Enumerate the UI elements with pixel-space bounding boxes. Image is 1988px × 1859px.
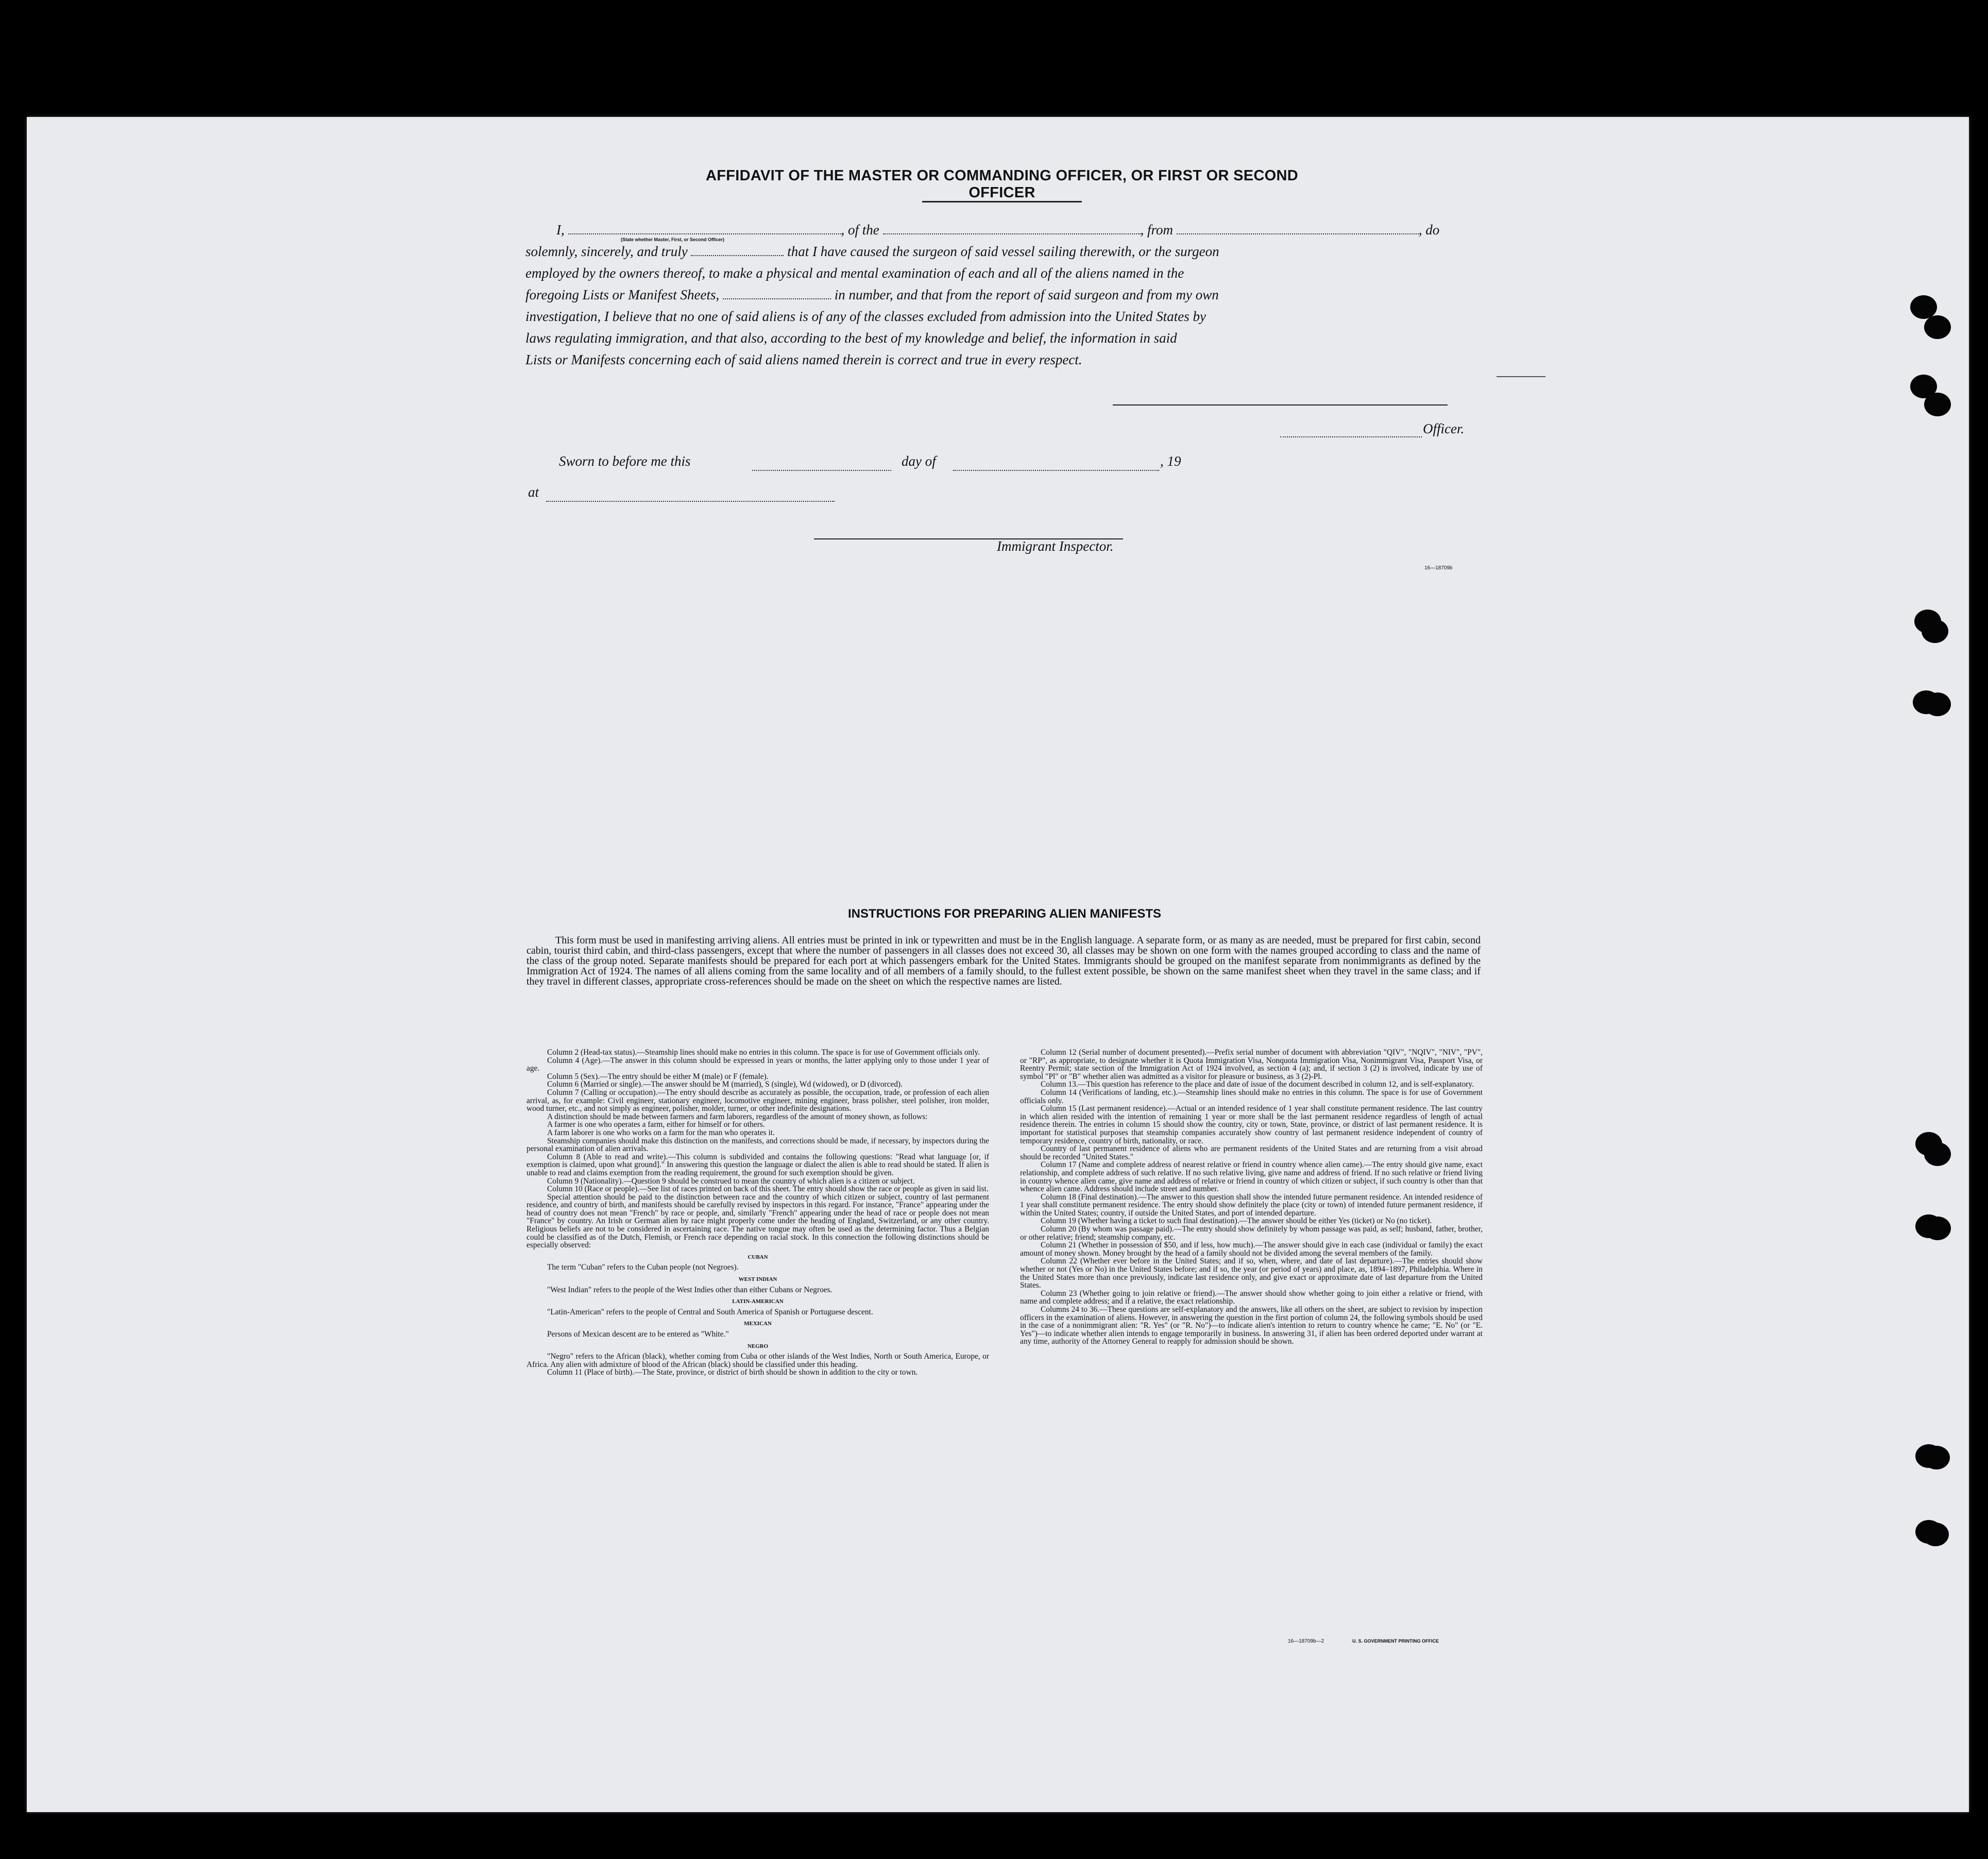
race-distinction-paragraph: Special attention should be paid to the distinction between race and the country of which citizen or subject, country of last permanent residence, and country of birth, and manifests should be carefully revised by inspectors in this regard. For instance, "France" appearing under the head of country does not mean "French" by race or people, and, similarly "French" appearing under the head of race or people does not mean "France" by country. An Irish or German alien by race might properly come under the heading of England, Switzerland, or any other country. Religious beliefs are not to be considered in ascertaining race. The native tongue may often be used as the determining factor. Thus a Belgian could be classified as of the Dutch, Flemish, or French race depending on racial stock. In this connection the following distinctions should be especially observed: [526, 1192, 989, 1250]
farm-laborer-paragraph: A farm laborer is one who works on a farm for the man who operates it. [547, 1128, 775, 1137]
sworn-text: Sworn to before me this [559, 453, 691, 469]
year-label: , 19 [1160, 453, 1181, 469]
punch-hole [1922, 1523, 1949, 1546]
col-4-paragraph: Column 4 (Age).—The answer in this column should be expressed in years or months, the latter applying only to those under 1 year of age. [526, 1056, 989, 1073]
instructions-left-column [526, 1049, 989, 1377]
in-number-text: in number, and that from the report of said surgeon and from my own [834, 287, 1219, 302]
instructions-intro: This form must be used in manifesting arriving aliens. All entries must be printed in ink or typewritten and must be in the English language. A separate form, or as many as are needed, must be prepared for first cabin, second cabin, tourist third cabin, and third-class passengers, except that where the number of passengers in all classes does not exceed 30, all classes may be shown on one form with the names grouped according to class and the name of the class of the group noted. Separate manifests should be prepared for each port at which passengers embark for the United States. Immigrants should be grouped on the manifest separate from nonimmigrants as defined by the Immigration Act of 1924. The names of all aliens coming from the same locality and of all members of a family should, to the fullest extent possible, be shown on the same manifest sheet when they travel in the same class; and if they travel in different classes, appropriate cross-references should be made on the sheet on which the respective names are listed. [526, 935, 1481, 987]
title-underline [922, 201, 1082, 202]
sheets-count-field[interactable] [723, 287, 831, 299]
mexican-text: Persons of Mexican descent are to be entered as "White." [547, 1330, 729, 1339]
west-indian-text: "West Indian" refers to the people of the West Indies other than either Cubans or Negroes. [547, 1285, 832, 1294]
farmer-paragraph: A farmer is one who operates a farm, either for himself or for others. [547, 1120, 765, 1129]
latin-american-text: "Latin-American" refers to the people of Central and South America of Spanish or Portuguese descent. [547, 1307, 873, 1316]
foregoing-text: foregoing Lists or Manifest Sheets, [525, 287, 720, 302]
state-rank-note: (State whether Master, First, or Second Officer) [621, 237, 725, 242]
col-18-paragraph: Column 18 (Final destination).—The answer to this question shall show the intended future permanent residence. An intended residence of 1 year shall constitute permanent residence. The entry should show definitely the place (city or town) of intended future permanent residence, if within the United States; country, if outside the United States, and port of intended departure. [1020, 1192, 1483, 1218]
signature-line[interactable] [1113, 404, 1448, 405]
punch-hole [1924, 1142, 1951, 1166]
officer-label: Officer. [1423, 421, 1465, 436]
col-2-paragraph: Column 2 (Head-tax status).—Steamship lines should make no entries in this column. The space is for use of Government officials only. [547, 1048, 980, 1057]
col-14-paragraph: Column 14 (Verifications of landing, etc.).—Steamship lines should make no entries in this column. The space is for use of Government officials only. [1020, 1088, 1483, 1105]
of-the-label: , of the [841, 222, 879, 238]
col-20-paragraph: Column 20 (By whom was passage paid).—The entry should show definitely by whom passage was paid, as self; husband, father, brother, or other relative; friend; steamship company, etc. [1020, 1225, 1483, 1242]
col-15-paragraph: Column 15 (Last permanent residence).—Actual or an intended residence of 1 year shall constitute permanent residence. The last country in which alien resided with the intention of remaining 1 year or more shall be the last permanent residence regardless of length of actual residence therein. The entries in column 15 should show the country, city or town, State, province, or district of last permanent residence. It is important for statistical purposes that steamship companies accurately show country of last permanent residence independent of country of temporary residence, country of birth, nationality, or race. [1020, 1104, 1483, 1145]
col-17-paragraph: Column 17 (Name and complete address of nearest relative or friend in country whence alien came).—The entry should give name, exact relationship, and complete address of such relative. If no such relative living, give name and address of friend. If no such relative or friend living in country whence alien came, give name and address of relative or friend in country of which citizen or subject, if such country is other than that whence alien came. Address should include street and number. [1020, 1160, 1483, 1194]
form-code: 16—18709b [1424, 565, 1453, 571]
steamship-paragraph: Steamship companies should make this distinction on the manifests, and corrections should be made, if necessary, by inspectors during the personal examination of alien arrivals. [526, 1136, 989, 1154]
punch-hole [1923, 1446, 1950, 1469]
affidavit-line-3: employed by the owners thereof, to make a physical and mental examination of each and all of the aliens named in the [525, 265, 1184, 281]
officer-name-field[interactable] [568, 222, 841, 234]
truly-field[interactable] [691, 244, 784, 256]
col-5-paragraph: Column 5 (Sex).—The entry should be either M (male) or F (female). [547, 1072, 769, 1081]
col-6-paragraph: Column 6 (Married or single).—The answer should be M (married), S (single), Wd (widowed), or D (divorced). [547, 1080, 903, 1089]
cuban-text: The term "Cuban" refers to the Cuban people (not Negroes). [547, 1263, 739, 1272]
latin-american-heading: LATIN-AMERICAN [732, 1298, 784, 1305]
solemnly-text: solemnly, sincerely, and truly [525, 244, 688, 259]
officer-signature-field[interactable] [1280, 425, 1422, 437]
col-21-paragraph: Column 21 (Whether in possession of $50, and if less, how much).—The answer should give in each case (individual or family) the exact amount of money shown. Money brought by the head of a family should not be divided among the several members of the family. [1020, 1241, 1483, 1258]
affidavit-line-2 [525, 241, 1484, 262]
sworn-day-field[interactable] [752, 459, 891, 471]
printer-imprint: U. S. GOVERNMENT PRINTING OFFICE [1352, 1638, 1439, 1644]
stray-mark [1497, 376, 1545, 377]
from-port-field[interactable] [1177, 222, 1419, 234]
punch-hole [1922, 619, 1948, 643]
affidavit-line-6: laws regulating immigration, and that also, according to the best of my knowledge and belief, the information in said [525, 330, 1177, 346]
punch-hole [1924, 692, 1951, 716]
col-12-paragraph: Column 12 (Serial number of document presented).—Prefix serial number of document with abbreviation "QIV", "NQIV", "NIV", "PV", or "RP", as appropriate, to designate whether it is Quota Immigration Visa, Nonquota Immigration Visa, Nonimmigrant Visa, Passport Visa, or Reentry Permit; state section of the Immigration Act of 1924 involved, as section 4 (a); and, if section 3 (2) is involved, indicate by use of symbol "Pl" or "B" whether alien was admitted as a visitor for pleasure or business, as 3 (2)-Pl. [1020, 1048, 1483, 1081]
do-label: , do [1418, 222, 1440, 238]
i-label: I, [556, 222, 565, 238]
col-22-paragraph: Column 22 (Whether ever before in the United States; and if so, when, where, and date of last departure).—The entries should show whether or not (Yes or No) in the United States before; and if so, the year (or period of years) and place, as, 1894–1897, Philadelphia. Where in the United States more than once previously, indicate last residence only, and give exact or approximate date of last departure from the United States. [1020, 1257, 1483, 1290]
col-10-paragraph: Column 10 (Race or people).—See list of races printed on back of this sheet. The entry should show the race or people as given in said list. [547, 1185, 989, 1194]
instructions-title: INSTRUCTIONS FOR PREPARING ALIEN MANIFESTS [847, 907, 1161, 921]
col-23-paragraph: Column 23 (Whether going to join relative or friend).—The answer should show whether going to join either a relative or friend, with name and complete address; and if a relative, the exact relationship. [1020, 1289, 1483, 1306]
col-19-paragraph: Column 19 (Whether having a ticket to such final destination).—The answer should be either Yes (ticket) or No (no ticket). [1041, 1216, 1432, 1226]
surgeon-text: that I have caused the surgeon of said vessel sailing therewith, or the surgeon [787, 244, 1219, 259]
cuban-heading: CUBAN [747, 1254, 768, 1260]
col-11-paragraph: Column 11 (Place of birth).—The State, province, or district of birth should be shown in addition to the city or town. [547, 1368, 918, 1377]
negro-text: "Negro" refers to the African (black), whether coming from Cuba or other islands of the West Indies, North or South America, Europe, or Africa. Any alien with admixture of blood of the African (black) should be classified under this heading. [526, 1352, 989, 1369]
negro-heading: NEGRO [747, 1343, 769, 1349]
punch-hole [1924, 1216, 1951, 1240]
punch-hole [1924, 315, 1951, 339]
affidavit-line-4 [525, 284, 1484, 306]
from-label: , from [1140, 222, 1174, 238]
at-label: at [528, 484, 539, 500]
col-8-paragraph: Column 8 (Able to read and write).—This column is subdivided and contains the following questions: "Read what language [or, if exemption is claimed, upon what ground]." In answering this question the language or dialect the alien is able to read should be stated. If alien is unable to read and claims exemption from the reading requirement, the ground for such exemption should be given. [526, 1152, 989, 1177]
col-24-36-paragraph: Columns 24 to 36.—These questions are self-explanatory and the answers, like all others on the sheet, are subject to revision by inspection officers in the examination of aliens. However, in answering the question in the first portion of column 24, the following symbols should be used in the case of a nonimmigrant alien: "R. Yes" (or "R. No")—to indicate alien's intention to return to country whence he came; "E. No" (or "E. Yes")—to indicate whether alien intends to engage temporarily in business. In answering 31, if alien has been ordered deported under warrant at any time, authority of the Attorney General to reapply for admission should be shown. [1020, 1305, 1483, 1346]
inspector-label: Immigrant Inspector. [997, 538, 1114, 554]
west-indian-heading: WEST INDIAN [738, 1276, 777, 1283]
instructions-right-column [1020, 1049, 1483, 1346]
vessel-field[interactable] [883, 222, 1141, 234]
us-residence-paragraph: Country of last permanent residence of aliens who are permanent residents of the United States and are returning from a visit abroad should be recorded "United States." [1020, 1144, 1483, 1161]
col-13-paragraph: Column 13.—This question has reference to the place and date of issue of the document described in column 12, and is self-explanatory. [1041, 1080, 1474, 1089]
affidavit-title: AFFIDAVIT OF THE MASTER OR COMMANDING OFFICER, OR FIRST OR SECOND OFFICER [706, 167, 1298, 201]
sworn-month-field[interactable] [953, 459, 1159, 471]
affidavit-line-5: investigation, I believe that no one of said aliens is of any of the classes excluded from admission into the United States by [525, 309, 1207, 324]
punch-hole [1924, 393, 1951, 416]
col-7-paragraph: Column 7 (Calling or occupation).—The entry should describe as accurately as possible, the occupation, trade, or profession of each alien arrival, as, for example: Civil engineer, stationary engineer, locomotive engineer, mining engineer, brass polisher, steel polisher, iron molder, wood turner, etc., and not simply as engineer, polisher, molder, turner, or other indefinite designations. [526, 1088, 989, 1113]
farmer-distinction-paragraph: A distinction should be made between farmers and farm laborers, regardless of the amount of money shown, as follows: [547, 1112, 928, 1121]
mexican-heading: MEXICAN [744, 1321, 772, 1327]
sworn-place-field[interactable] [546, 489, 835, 502]
footer-form-code: 16—18709b—2 [1288, 1638, 1324, 1644]
affidavit-line-7: Lists or Manifests concerning each of said aliens named therein is correct and true in every respect. [525, 352, 1082, 367]
col-9-paragraph: Column 9 (Nationality).—Question 9 should be construed to mean the country of which alien is a citizen or subject. [547, 1176, 915, 1186]
day-of-label: day of [902, 453, 936, 469]
